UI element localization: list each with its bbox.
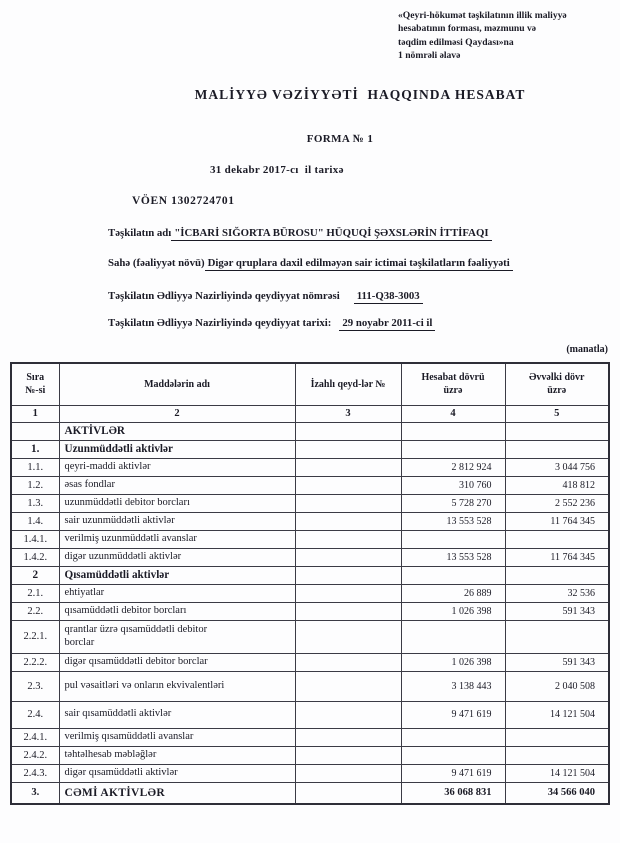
table-header	[11, 363, 609, 422]
registration-number-value: 111-Q38-3003	[354, 290, 423, 304]
row-previous-period-value: 14 121 504	[505, 764, 609, 782]
row-current-period-value: 1 026 398	[401, 602, 505, 620]
sector-value: Digər qruplara daxil edilməyən sair ictimai təşkilatların fəaliyyəti	[205, 257, 513, 271]
table-row	[11, 671, 609, 701]
row-item-name: digər qısamüddətli aktivlər	[59, 764, 295, 782]
row-item-name: AKTİVLƏR	[59, 422, 295, 440]
row-previous-period-value	[505, 440, 609, 458]
row-current-period-value	[401, 566, 505, 584]
table-row	[11, 728, 609, 746]
row-current-period-value: 1 026 398	[401, 653, 505, 671]
row-note-ref	[295, 476, 401, 494]
table-row	[11, 476, 609, 494]
row-previous-period-value	[505, 566, 609, 584]
row-current-period-value	[401, 422, 505, 440]
registration-date-field	[108, 317, 435, 329]
row-previous-period-value: 34 566 040	[505, 782, 609, 804]
row-previous-period-value	[505, 530, 609, 548]
row-current-period-value: 9 471 619	[401, 701, 505, 728]
row-number: 1.4.2.	[11, 548, 59, 566]
table-row	[11, 764, 609, 782]
registration-number-label: Təşkilatın Ədliyyə Nazirliyində qeydiyyat nömrəsi	[108, 290, 340, 302]
row-current-period-value: 2 812 924	[401, 458, 505, 476]
appendix-note-line: 1 nömrəli əlavə	[398, 50, 461, 62]
row-note-ref	[295, 566, 401, 584]
table-header-row	[11, 363, 609, 405]
row-number: 2.2.1.	[11, 620, 59, 653]
row-note-ref	[295, 548, 401, 566]
row-item-name: Uzunmüddətli aktivlər	[59, 440, 295, 458]
row-item-name: pul vəsaitləri və onların ekvivalentləri	[59, 671, 295, 701]
row-current-period-value	[401, 746, 505, 764]
sector-label: Sahə (fəaliyyət növü)	[108, 257, 205, 269]
row-number: 2.3.	[11, 671, 59, 701]
row-previous-period-value: 11 764 345	[505, 512, 609, 530]
column-number: 1	[11, 405, 59, 422]
row-current-period-value: 3 138 443	[401, 671, 505, 701]
organization-name-value: "İCBARİ SIĞORTA BÜROSU" HÜQUQİ ŞƏXSLƏRİN İTTİFAQI	[171, 227, 491, 241]
row-item-name: digər qısamüddətli debitor borclar	[59, 653, 295, 671]
column-number: 3	[295, 405, 401, 422]
row-note-ref	[295, 458, 401, 476]
row-note-ref	[295, 494, 401, 512]
row-item-name: qeyri-maddi aktivlər	[59, 458, 295, 476]
row-current-period-value: 13 553 528	[401, 548, 505, 566]
appendix-note	[398, 9, 620, 63]
row-current-period-value	[401, 530, 505, 548]
column-numbers-row	[11, 405, 609, 422]
organization-name-field	[108, 227, 492, 239]
header-izahli: İzahlı qeyd-lər №	[295, 363, 401, 405]
row-current-period-value	[401, 728, 505, 746]
row-number: 2.4.3.	[11, 764, 59, 782]
row-previous-period-value	[505, 728, 609, 746]
row-current-period-value	[401, 440, 505, 458]
row-item-name: verilmiş uzunmüddətli avanslar	[59, 530, 295, 548]
registration-date-value: 29 noyabr 2011-ci il	[339, 317, 435, 331]
table-row	[11, 620, 609, 653]
row-number: 2.4.	[11, 701, 59, 728]
row-note-ref	[295, 728, 401, 746]
row-note-ref	[295, 746, 401, 764]
appendix-note-line: hesabatının forması, məzmunu və	[398, 23, 537, 35]
appendix-note-line: təqdim edilməsi Qaydası»na	[398, 36, 514, 48]
row-note-ref	[295, 764, 401, 782]
row-item-name: qısamüddətli debitor borcları	[59, 602, 295, 620]
sector-field	[108, 257, 513, 269]
row-note-ref	[295, 440, 401, 458]
voen-tax-id: VÖEN 1302724701	[132, 195, 235, 207]
table-row	[11, 512, 609, 530]
currency-note: (manatla)	[566, 344, 608, 355]
row-current-period-value: 310 760	[401, 476, 505, 494]
organization-name-label: Təşkilatın adı	[108, 227, 172, 239]
row-item-name: sair qısamüddətli aktivlər	[59, 701, 295, 728]
table-row	[11, 653, 609, 671]
header-sira: Sıra №-si	[11, 363, 59, 405]
row-number: 2.4.1.	[11, 728, 59, 746]
table-row	[11, 746, 609, 764]
row-note-ref	[295, 653, 401, 671]
report-title: MALİYYƏ VƏZİYYƏTİ HAQQINDA HESABAT	[194, 87, 526, 102]
row-number: 2.2.2.	[11, 653, 59, 671]
row-current-period-value: 5 728 270	[401, 494, 505, 512]
row-note-ref	[295, 602, 401, 620]
registration-date-label: Təşkilatın Ədliyyə Nazirliyində qeydiyyat tarixi:	[108, 317, 332, 329]
row-previous-period-value: 32 536	[505, 584, 609, 602]
row-item-name: ehtiyatlar	[59, 584, 295, 602]
table-body	[11, 422, 609, 804]
row-item-name: qrantlar üzrə qısamüddətli debitor borclar	[59, 620, 295, 653]
row-item-name: verilmiş qısamüddətli avanslar	[59, 728, 295, 746]
row-number: 1.1.	[11, 458, 59, 476]
table-row	[11, 548, 609, 566]
row-note-ref	[295, 530, 401, 548]
row-item-name: təhtəlhesab məbləğlər	[59, 746, 295, 764]
table-row	[11, 530, 609, 548]
row-current-period-value: 9 471 619	[401, 764, 505, 782]
row-number: 2.2.	[11, 602, 59, 620]
row-current-period-value: 26 889	[401, 584, 505, 602]
row-number: 1.	[11, 440, 59, 458]
header-maddeler: Maddələrin adı	[59, 363, 295, 405]
table-row	[11, 701, 609, 728]
form-number: FORMA № 1	[306, 133, 374, 145]
row-current-period-value: 13 553 528	[401, 512, 505, 530]
row-number: 1.4.	[11, 512, 59, 530]
row-previous-period-value: 14 121 504	[505, 701, 609, 728]
column-number: 4	[401, 405, 505, 422]
row-item-name: əsas fondlar	[59, 476, 295, 494]
row-previous-period-value: 591 343	[505, 653, 609, 671]
table-row	[11, 782, 609, 804]
header-evvelki: Əvvəlki dövr üzrə	[505, 363, 609, 405]
row-note-ref	[295, 782, 401, 804]
row-note-ref	[295, 701, 401, 728]
row-item-name: digər uzunmüddətli aktivlər	[59, 548, 295, 566]
row-previous-period-value: 591 343	[505, 602, 609, 620]
row-note-ref	[295, 422, 401, 440]
row-item-name: Qısamüddətli aktivlər	[59, 566, 295, 584]
row-note-ref	[295, 671, 401, 701]
table-row	[11, 494, 609, 512]
header-hesabat: Hesabat dövrü üzrə	[401, 363, 505, 405]
row-item-name: CƏMİ AKTİVLƏR	[59, 782, 295, 804]
row-item-name: sair uzunmüddətli aktivlər	[59, 512, 295, 530]
column-number: 5	[505, 405, 609, 422]
row-current-period-value	[401, 620, 505, 653]
row-note-ref	[295, 620, 401, 653]
row-item-name: uzunmüddətli debitor borcları	[59, 494, 295, 512]
table-row	[11, 422, 609, 440]
table-row	[11, 584, 609, 602]
row-number: 1.4.1.	[11, 530, 59, 548]
row-number: 2.4.2.	[11, 746, 59, 764]
row-number: 2	[11, 566, 59, 584]
row-note-ref	[295, 584, 401, 602]
row-number: 3.	[11, 782, 59, 804]
appendix-note-line: «Qeyri-hökumət təşkilatının illik maliyyə	[398, 10, 567, 21]
row-previous-period-value: 2 552 236	[505, 494, 609, 512]
table-row	[11, 602, 609, 620]
row-previous-period-value: 3 044 756	[505, 458, 609, 476]
row-note-ref	[295, 512, 401, 530]
row-current-period-value: 36 068 831	[401, 782, 505, 804]
row-previous-period-value: 418 812	[505, 476, 609, 494]
column-number: 2	[59, 405, 295, 422]
row-number: 2.1.	[11, 584, 59, 602]
table-row	[11, 566, 609, 584]
row-previous-period-value: 2 040 508	[505, 671, 609, 701]
row-previous-period-value	[505, 620, 609, 653]
row-previous-period-value	[505, 746, 609, 764]
table-row	[11, 440, 609, 458]
row-number	[11, 422, 59, 440]
table-row	[11, 458, 609, 476]
row-number: 1.2.	[11, 476, 59, 494]
balance-sheet-table	[10, 362, 610, 805]
report-date: 31 dekabr 2017-cı il tarixə	[210, 164, 344, 176]
registration-number-field	[108, 290, 423, 302]
row-number: 1.3.	[11, 494, 59, 512]
row-previous-period-value	[505, 422, 609, 440]
row-previous-period-value: 11 764 345	[505, 548, 609, 566]
